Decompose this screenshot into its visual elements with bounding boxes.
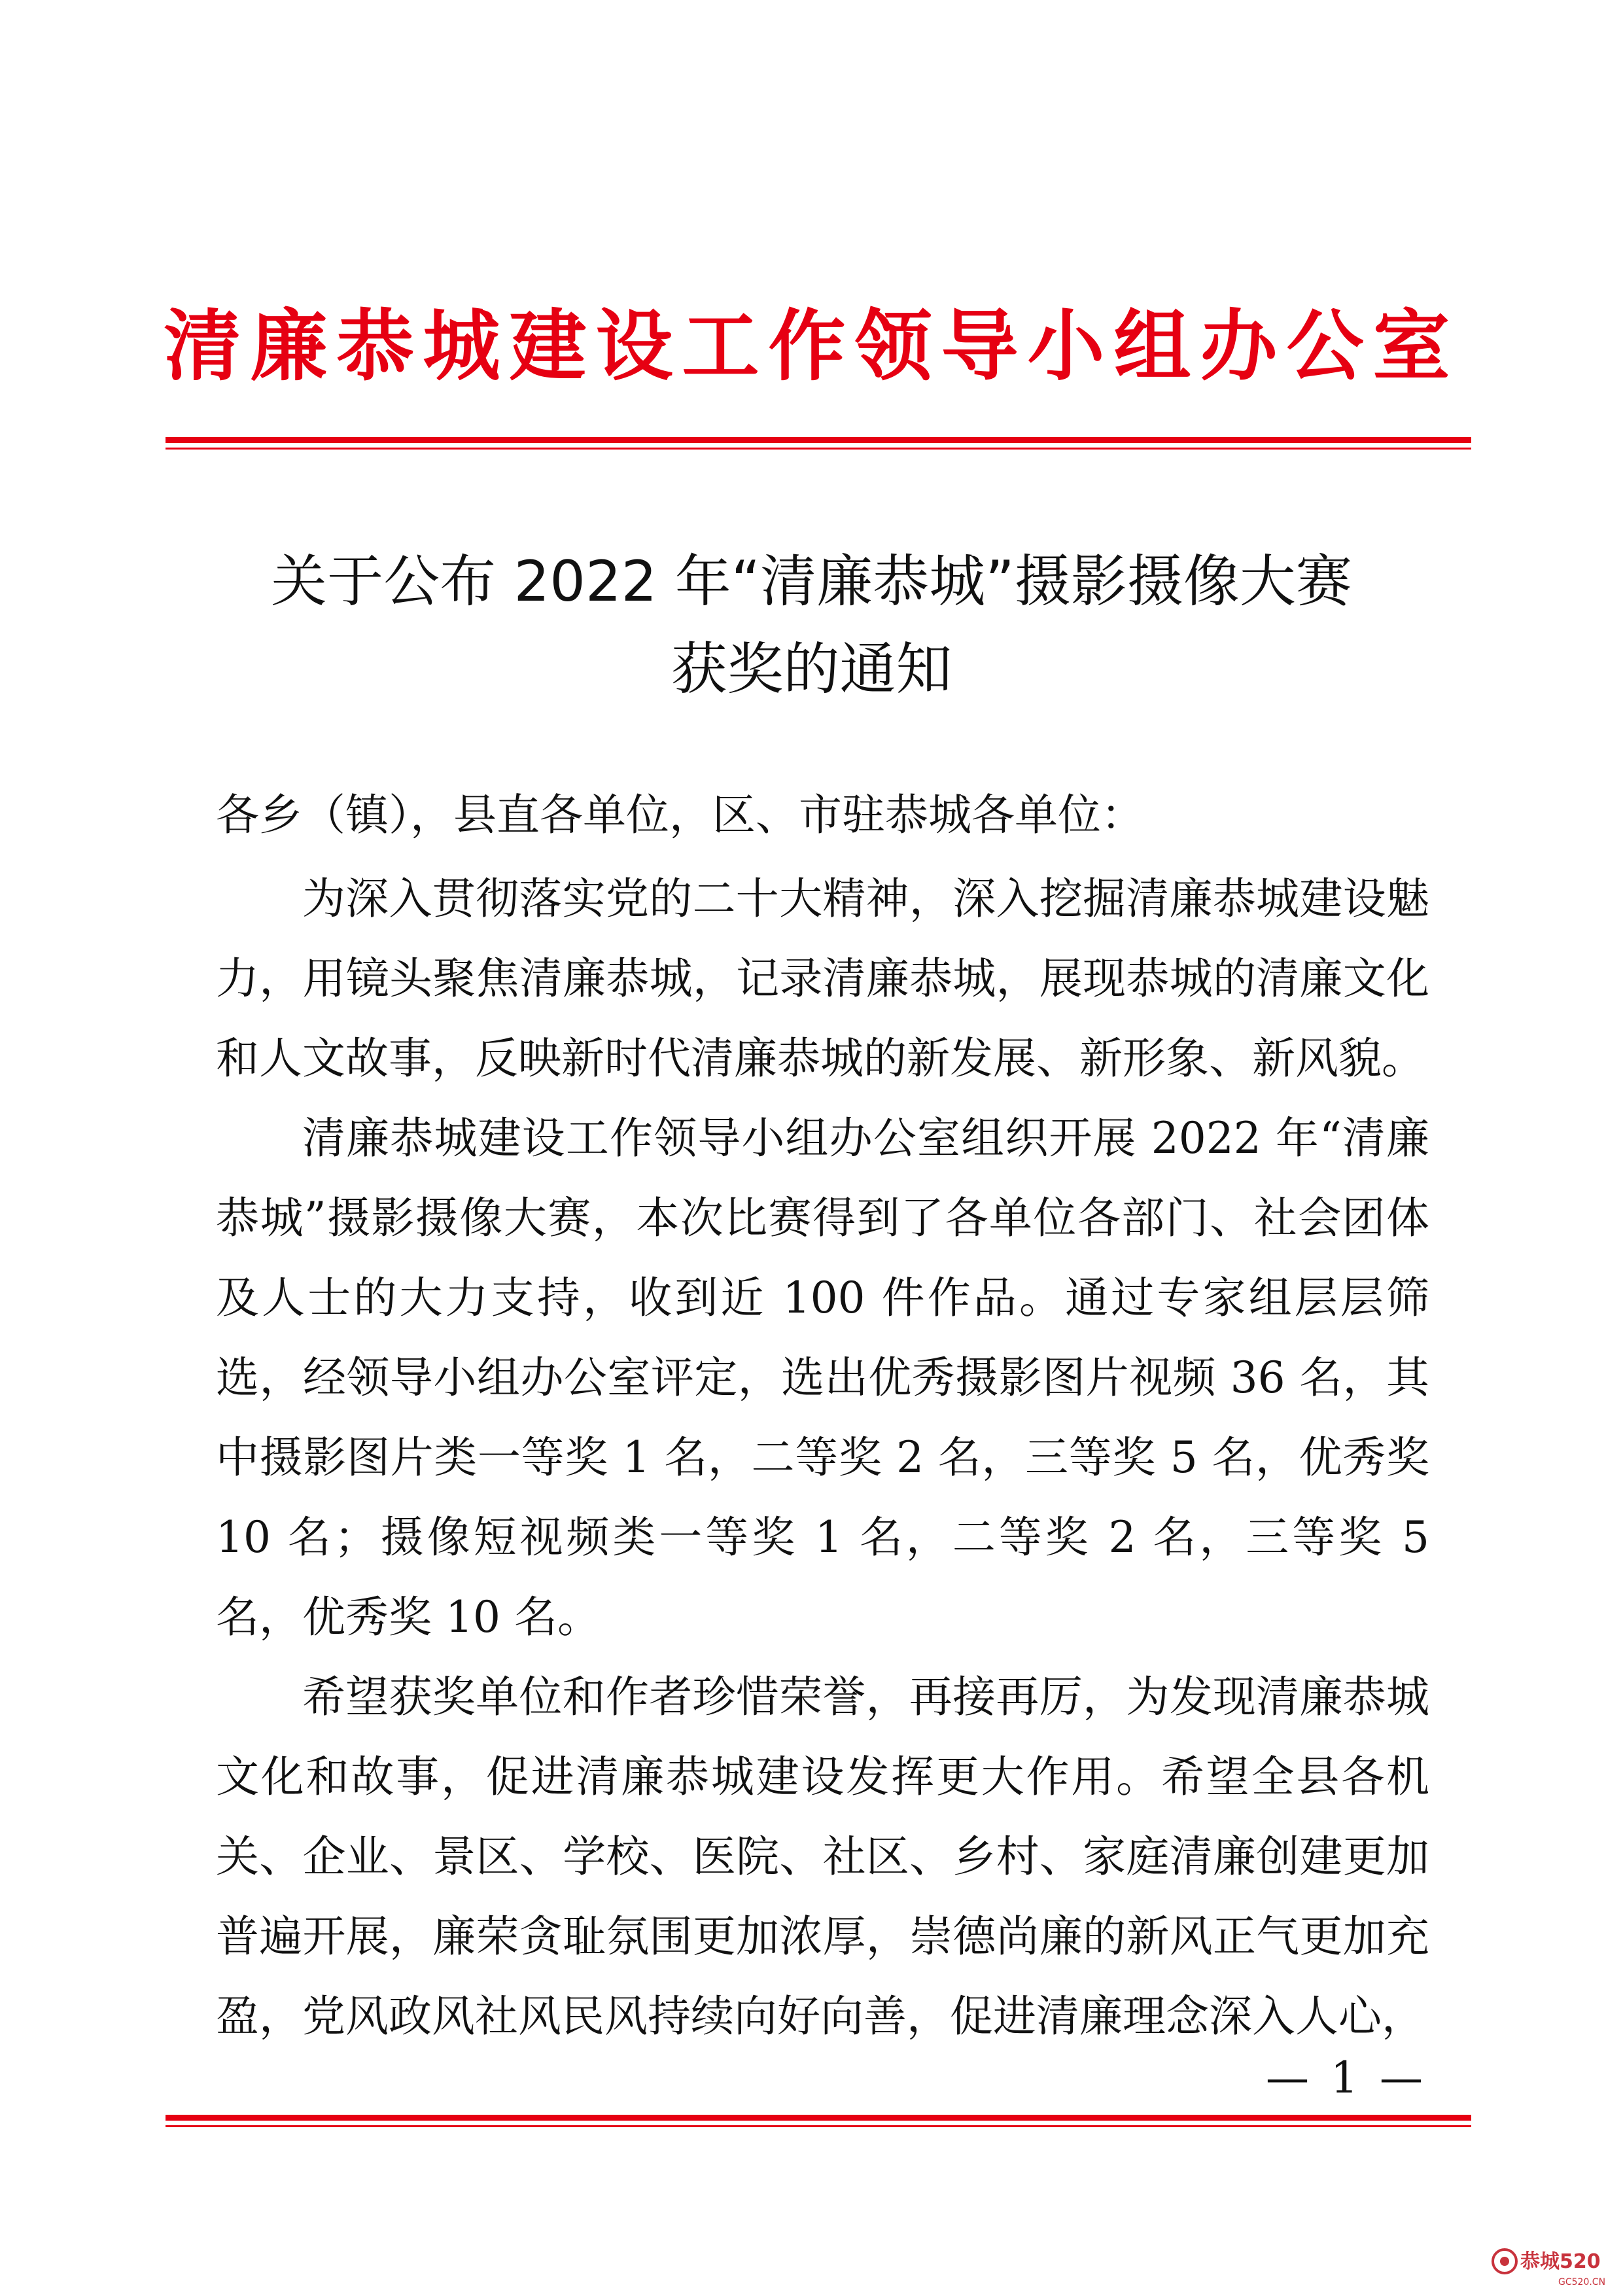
watermark-url: GC520.CN xyxy=(1558,2277,1606,2287)
footer-rule-thin xyxy=(166,2125,1471,2127)
header-rule-thick xyxy=(166,437,1471,443)
document-title-line-2: 获奖的通知 xyxy=(671,637,952,702)
paragraph-2: 清廉恭城建设工作领导小组办公室组织开展 2022 年“清廉恭城”摄影摄像大赛，本次比赛得到了各单位各部门、社会团体及人士的大力支持，收到近 100 件作品。通过专家组层层筛选，经领导小组办公室评定，选出优秀摄影图片视频 36 名，其中摄影图片类一等奖 1 名，二等奖 2 名，三等奖 5 名，优秀奖 10 名；摄像短视频类一等奖 1 名，二等奖 2 名，三等奖 5 名，优秀奖 10 名。 xyxy=(216,1113,1429,1642)
page-number: — 1 — xyxy=(1266,2053,1427,2103)
document-body xyxy=(216,859,1429,2057)
header-rule-thin xyxy=(166,448,1471,450)
paragraph-3: 希望获奖单位和作者珍惜荣誉，再接再厉，为发现清廉恭城文化和故事，促进清廉恭城建设发挥更大作用。希望全县各机关、企业、景区、学校、医院、社区、乡村、家庭清廉创建更加普遍开展，廉荣贪耻氛围更加浓厚，崇德尚廉的新风正气更加充盈，党风政风社风民风持续向好向善，促进清廉理念深入人心， xyxy=(216,1672,1429,2041)
salutation: 各乡（镇），县直各单位，区、市驻恭城各单位： xyxy=(216,790,1144,840)
logo-emblem-dot-icon xyxy=(1500,2257,1509,2266)
footer-rule-thick xyxy=(166,2115,1471,2121)
document-title-line-1: 关于公布 2022 年“清廉恭城”摄影摄像大赛 xyxy=(271,549,1352,614)
masthead-title: 清廉恭城建设工作领导小组办公室 xyxy=(164,301,1459,391)
watermark-logo xyxy=(1490,2238,1614,2290)
paragraph-1: 为深入贯彻落实党的二十大精神，深入挖掘清廉恭城建设魅力，用镜头聚焦清廉恭城，记录清廉恭城，展现恭城的清廉文化和人文故事，反映新时代清廉恭城的新发展、新形象、新风貌。 xyxy=(216,874,1429,1084)
watermark-brand: 恭城520 xyxy=(1520,2250,1601,2273)
